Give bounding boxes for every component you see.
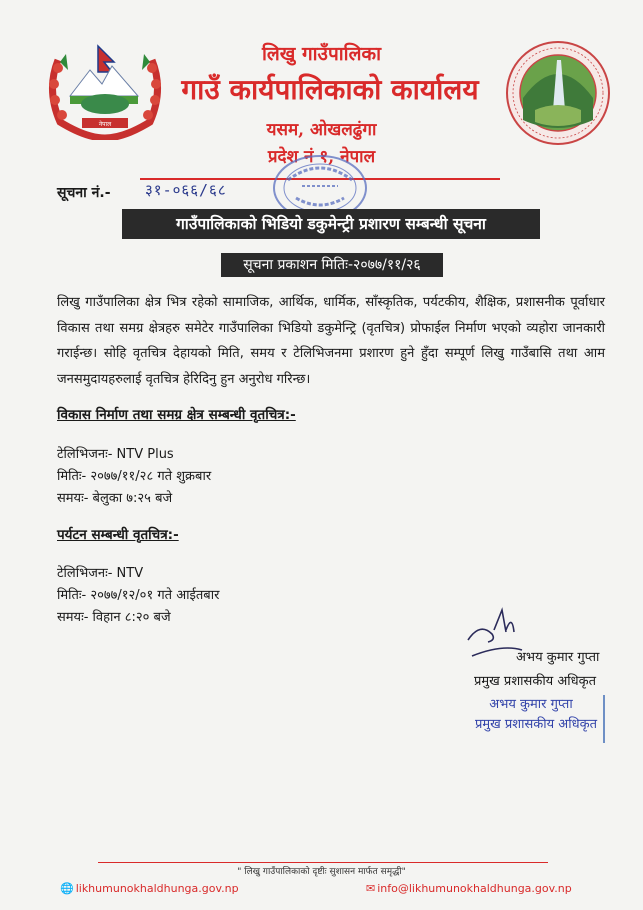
- section-2-date: मितिः- २०७७/१२/०१ गते आईतबार: [57, 588, 220, 603]
- org-name: लिखु गाउँपालिका: [261, 43, 382, 65]
- footer-website[interactable]: [60, 882, 239, 895]
- section-1-time: समयः- बेलुका ७:२५ बजे: [57, 491, 173, 506]
- section-1-tv: टेलिभिजनः- NTV Plus: [57, 447, 174, 462]
- email-text[interactable]: info@likhumunokhaldhunga.gov.np: [377, 882, 572, 895]
- notice-body: लिखु गाउँपालिका क्षेत्र भित्र रहेको सामाजिक, आर्थिक, धार्मिक, साँस्कृतिक, पर्यटकीय, शैक्षिक, प्रशासनीक पूर्वाधार विकास तथा समग्र क्षेत्रहरु समेटेर गाउँपालिका भिडियो डकुमेन्ट्रि (वृतचित्र) प्रोफाईल निर्माण भएको व्यहोरा जानकारी गराईन्छ। सोहि वृतचित्र देहायको मिति, समय र टेलिभिजनमा प्रशारण हुने हुँदा सम्पूर्ण लिखु गाउँबासि तथा आम जनसमुदायहरुलाई वृतचित्र हेरिदिनु हुन अनुरोध गरिन्छ।: [57, 295, 605, 387]
- notice-number-value: ३१-०६६/६८: [145, 181, 227, 199]
- address: यसम, ओखलढुंगा: [266, 120, 377, 140]
- svg-text:नेपाल: नेपाल: [98, 121, 112, 128]
- signatory-name: अभय कुमार गुप्ता: [516, 650, 600, 665]
- globe-icon: 🌐: [60, 882, 74, 895]
- signatory-title: प्रमुख प्रशासकीय अधिकृत: [474, 674, 597, 689]
- stamp-name: अभय कुमार गुप्ता: [489, 697, 573, 712]
- envelope-icon: ✉: [366, 882, 376, 895]
- notice-title: गाउँपालिकाको भिडियो डकुमेन्ट्री प्रशारण सम्बन्धी सूचना: [122, 209, 540, 239]
- signatory-stamp: [465, 695, 605, 743]
- section-2-time: समयः- विहान ८:२० बजे: [57, 610, 171, 625]
- municipality-logo-icon: [505, 40, 611, 146]
- section-heading-tourism: पर्यटन सम्बन्धी वृतचित्र:-: [57, 527, 179, 543]
- footer-email[interactable]: [366, 882, 572, 895]
- footer-motto: " लिखु गाउँपालिकाको दृष्टीः सुशासन मार्फत समृद्धी": [237, 867, 406, 877]
- office-name: गाउँ कार्यपालिकाको कार्यालय: [181, 73, 479, 106]
- stamp-title: प्रमुख प्रशासकीय अधिकृत: [474, 717, 597, 732]
- section-2-tv: टेलिभिजनः- NTV: [57, 566, 144, 581]
- province: प्रदेश नं १, नेपाल: [267, 147, 376, 167]
- website-text[interactable]: likhumunokhaldhunga.gov.np: [75, 882, 239, 895]
- section-1-date: मितिः- २०७७/११/२८ गते शुक्रबार: [57, 469, 212, 484]
- publication-date: सूचना प्रकाशन मितिः-२०७७/११/२६: [221, 253, 443, 277]
- section-heading-development: विकास निर्माण तथा समग्र क्षेत्र सम्बन्धी वृतचित्र:-: [57, 407, 296, 423]
- footer-divider: [98, 862, 548, 863]
- notice-number-label: सूचना नं.-: [57, 185, 111, 201]
